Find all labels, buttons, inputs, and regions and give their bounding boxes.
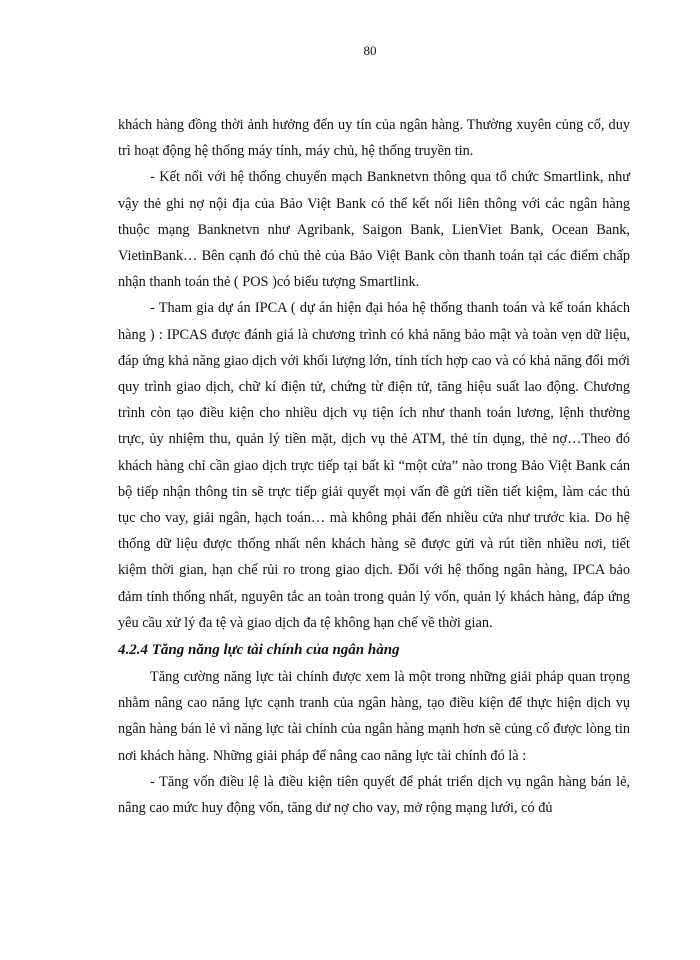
- paragraph-charter-capital: - Tăng vốn điều lệ là điều kiện tiên quyết để phát triển dịch vụ ngân hàng bán lẻ, nâng cao mức huy động vốn, tăng dư nợ cho vay, mở rộng mạng lưới, có đủ: [118, 773, 630, 817]
- paragraph-banknetvn: - Kết nối với hệ thống chuyển mạch Banknetvn thông qua tổ chức Smartlink, như vậy thẻ ghi nợ nội địa của Bảo Việt Bank có thể kết nối liên thông với các ngân hàng thuộc mạng Banknetvn như Agribank, Saigon Bank, LienViet Bank, Ocean Bank, VietinBank… Bên cạnh đó chủ thẻ của Bảo Việt Bank còn thanh toán tại các điểm chấp nhận thanh toán thẻ ( POS )có biểu tượng Smartlink.: [118, 169, 630, 291]
- page-number: 80: [363, 43, 377, 58]
- document-body: [118, 112, 630, 821]
- paragraph-financial-capacity: Tăng cường năng lực tài chính được xem là một trong những giải pháp quan trọng nhằm nâng cao năng lực cạnh tranh của ngân hàng, tạo điều kiện để thực hiện dịch vụ ngân hàng bán lẻ vì năng lực tài chính của ngân hàng mạnh hơn sẽ củng cố được lòng tin nơi khách hàng. Những giải pháp để nâng cao năng lực tài chính đó là :: [118, 669, 630, 764]
- section-heading: 4.2.4 Tăng năng lực tài chính của ngân hàng: [118, 642, 400, 659]
- paragraph-ipca: - Tham gia dự án IPCA ( dự án hiện đại hóa hệ thống thanh toán và kế toán khách hàng ) : IPCAS được đánh giá là chương trình có khả năng bảo mật và toàn vẹn dữ liệu, đáp ứng khả năng giao dịch với khối lượng lớn, tính tích hợp cao và có khả năng đổi mới quy trình giao dịch, chữ kí điện tử, chứng từ điện tử, tăng hiệu suất lao động. Chương trình còn tạo điều kiện cho nhiều dịch vụ tiện ích như thanh toán lương, lệnh thường trực, ủy nhiệm thu, quản lý tiền mặt, dịch vụ thẻ ATM, thẻ tín dụng, thẻ nợ…Theo đó khách hàng chỉ cần giao dịch trực tiếp tại bất kì “một cửa” nào trong Bảo Việt Bank cán bộ tiếp nhận thông tin sẽ trực tiếp giải quyết mọi vấn đề gửi tiền tiết kiệm, làm các thủ tục cho vay, giải ngân, hạch toán… mà không phải đến nhiều cửa như trước kia. Do hệ thống dữ liệu được thống nhất nên khách hàng sẽ được gửi và rút tiền nhiều nơi, tiết kiệm thời gian, hạn chế rủi ro trong giao dịch. Đối với hệ thống ngân hàng, IPCA bảo đảm tính thống nhất, nguyên tắc an toàn trong quản lý vốn, quản lý khách hàng, đáp ứng yêu cầu xử lý đa tệ và giao dịch đa tệ không hạn chế về thời gian.: [118, 300, 630, 631]
- paragraph-continuation: khách hàng đồng thời ảnh hưởng đến uy tín của ngân hàng. Thường xuyên củng cố, duy trì hoạt động hệ thống máy tính, máy chủ, hệ thống truyền tin.: [118, 117, 630, 160]
